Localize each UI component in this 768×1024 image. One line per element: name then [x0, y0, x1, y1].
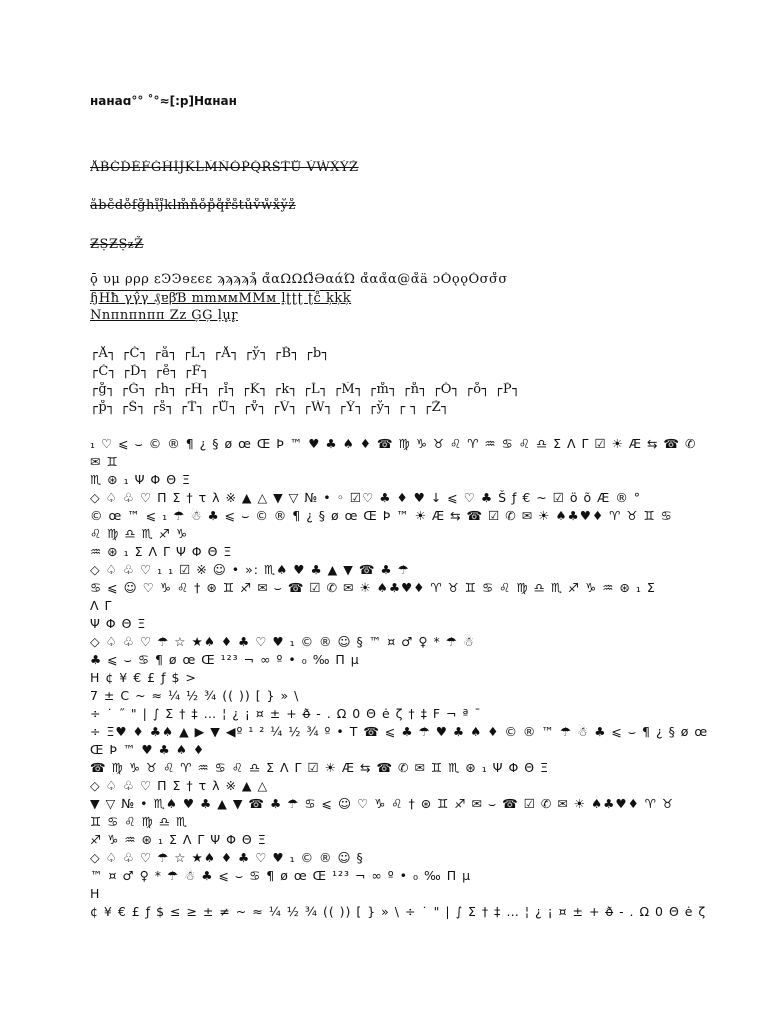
text-line-28: Œ Þ ™ ♥ ♣ ♠ ♦	[90, 742, 206, 757]
text-line-18: ◇ ♤ ♧ ♡ ₁ ₁ ☑ ※ ☺ • »: ♏♠ ♥ ♣ ▲ ▼ ☎ ♣ ☂	[90, 562, 410, 577]
text-line-33: ♐ ♑ ♒ ⊛ ₁ Σ Λ Γ Ψ Φ Θ Ξ	[90, 832, 267, 847]
text-line-8: ┌C̊┐ ┌D̊┐ ┌e̊┐ ┌F̊┐	[90, 364, 210, 379]
text-line-36: H	[90, 886, 101, 901]
text-line-21: Ψ Φ Θ Ξ	[90, 616, 147, 631]
text-line-27: ÷ Ξ♥ ♦ ♣♠ ▲ ▶ ▼ ◀º ¹ ² ¼ ½ ¾ º • T ☎ ⩽ ♣ ☂ ♥ ♣ ♠ ♦ © ® ™ ☂ ☃ ♣ ⩽ ⌣ ¶ ¿ § ø œ	[90, 724, 709, 739]
text-line-16: ♌ ♍ ♎ ♏ ♐ ♑	[90, 526, 189, 541]
text-line-3: ƵṢƵṢᵶƵ̊	[90, 237, 144, 252]
text-line-29: ☎ ♍ ♑ ♉ ♌ ♈ ♒ ♋ ♌ ♎ Σ Λ Γ ☑ ☀ Æ ⇆ ☎ ✆ ✉ ♊ ♏ ⊛ ₁ Ψ Φ Θ Ξ	[90, 760, 550, 775]
text-line-12: ✉ ♊	[90, 454, 119, 469]
text-line-23: ♣ ⩽ ⌣ ♋ ¶ ø œ Œ ¹²³ ¬ ∞ º • ₀ ‰ Π µ	[90, 652, 360, 667]
text-line-24: H ¢ ¥ € £ ƒ $ >	[90, 670, 197, 685]
text-line-2: åb̊c̊d̊e̊f̊g̊h̊i̊j̊k̊l̊m̊n̊o̊p̊q̊r̊s̊t̊ův̊ẘx̊ẙz̊	[90, 198, 296, 213]
text-line-26: ÷ ˙ ˝ " | ∫ Σ † ‡ … ¦ ¿ ¡ ¤ ± + ð̶ - . Ω 0 Θ ė ζ † ‡ F ¬ ª ¯	[90, 706, 482, 721]
text-line-9: ┌g̊┐ ┌G̊┐ ┌ḣ┐ ┌H̊┐ ┌i̊┐ ┌K̊┐ ┌k̊┐ ┌L̊┐ ┌M̊┐ ┌m̊┐ ┌n̊┐ ┌O̊┐ ┌o̊┐ ┌P̊┐	[90, 382, 521, 397]
text-line-10: ┌p̊┐ ┌S̊┐ ┌s̊┐ ┌T̊┐ ┌Ů┐ ┌v̊┐ ┌V̊┐ ┌W̊┐ ┌Y̊┐ ┌ẙ┐ ┌ ┐ ┌Z̊┐	[90, 400, 450, 415]
text-line-35: ™ ¤ ♂ ♀ * ☂ ☃ ♣ ⩽ ⌣ ♋ ¶ ø œ Œ ¹²³ ¬ ∞ º • ₀ ‰ Π µ	[90, 868, 472, 883]
text-line-37: ¢ ¥ € £ ƒ $ ≤ ≥ ± ≠ ~ ≈ ¼ ½ ¾ (( )) [ } » \ ÷ ˙ " | ∫ Σ † ‡ … ¦ ¿ ¡ ¤ ± + ð̶ - . Ω 0 Θ ė ζ	[90, 904, 707, 919]
text-line-6: Nnпnпnпп Zz ĢĢ ḷu̥r̥	[90, 308, 238, 323]
text-line-7: ┌Å┐ ┌C̊┐ ┌å┐ ┌L̊┐ ┌Å┐ ┌ẙ┐ ┌B̊┐ ┌b̊┐	[90, 346, 330, 361]
text-line-19: ♋ ⩽ ☺ ♡ ♑ ♌ † ⊛ ♊ ♐ ✉ ⌣ ☎ ☑ ✆ ✉ ☀ ♠♣♥♦ ♈ ♉ ♊ ♋ ♌ ♍ ♎ ♏ ♐ ♑ ♒ ⊛ ₁ Σ	[90, 580, 656, 595]
page-title: нанаɑ°° ˚°≈[:p]Hαнан	[90, 94, 237, 108]
text-line-15: © œ ™ ⩽ ₁ ☂ ☃ ♣ ⩽ ⌣ © ® ¶ ¿ § ø œ Œ Þ ™ ☀ Æ ⇆ ☎ ☑ ✆ ✉ ☀ ♠♣♥♦ ♈ ♉ ♊ ♋	[90, 508, 673, 523]
text-line-5: ɧHħ γγ̂γ ₰ɐβƁ mmммMMм ḷ̣ʈ̣ʈ̣ʈ ʈc̊ ķķķ	[90, 291, 352, 306]
text-line-25: 7 ± C ~ ≈ ¼ ½ ¾ (( )) [ } » \	[90, 688, 300, 703]
text-line-30: ◇ ♤ ♧ ♡ Π Σ † τ λ ※ ▲ △	[90, 778, 269, 793]
text-line-13: ♏ ⊛ ₁ Ψ Φ Θ Ξ	[90, 472, 191, 487]
text-line-22: ◇ ♤ ♧ ♡ ☂ ☆ ★♠ ♦ ♣ ♡ ♥ ₁ © ® ☺ § ™ ¤ ♂ ♀ * ☂ ☃	[90, 634, 476, 649]
text-line-11: ₁ ♡ ⩽ ⌣ © ® ¶ ¿ § ø œ Œ Þ ™ ♥ ♣ ♠ ♦ ☎ ♍ ♑ ♉ ♌ ♈ ♒ ♋ ♌ ♎ Σ Λ Γ ☑ ☀ Æ ⇆ ☎ ✆	[90, 436, 697, 451]
text-line-31: ▼ ▽ № • ♏♠ ♥ ♣ ▲ ▼ ☎ ♣ ☂ ♋ ⩽ ☺ ♡ ♑ ♌ † ⊛ ♊ ♐ ✉ ⌣ ☎ ☑ ✆ ✉ ☀ ♠♣♥♦ ♈ ♉	[90, 796, 675, 811]
text-line-4: ǭ υμ ρρρ εϿϿɘεєε ϡϡϡϡϡ̊ α̊αΩΩΩ̊ƏαάΏ α̊αα̊α@α̊ǟ ᴐO̊ǫǫO̊σσ̊σ	[90, 272, 508, 287]
text-line-34: ◇ ♤ ♧ ♡ ☂ ☆ ★♠ ♦ ♣ ♡ ♥ ₁ © ® ☺ §	[90, 850, 364, 865]
text-line-20: Λ Γ	[90, 598, 113, 613]
text-line-1: ÅB̊C̊D̊E̊F̊G̊H̊I̊J̊K̊L̊M̊N̊O̊P̊Q̊R̊S̊T̊Ů V̊W̊X̊Y̊Z̊	[90, 160, 359, 175]
text-line-32: ♊ ♋ ♌ ♍ ♎ ♏	[90, 814, 189, 829]
text-line-17: ♒ ⊛ ₁ Σ Λ Γ Ψ Φ Θ Ξ	[90, 544, 233, 559]
text-line-14: ◇ ♤ ♧ ♡ Π Σ † τ λ ※ ▲ △ ▼ ▽ № • ◦ ☑♡ ♣ ♦ ♥ ↓ ⩽ ♡ ♣ Š ƒ € ~ ☑ ö õ Æ ® °	[90, 490, 642, 505]
